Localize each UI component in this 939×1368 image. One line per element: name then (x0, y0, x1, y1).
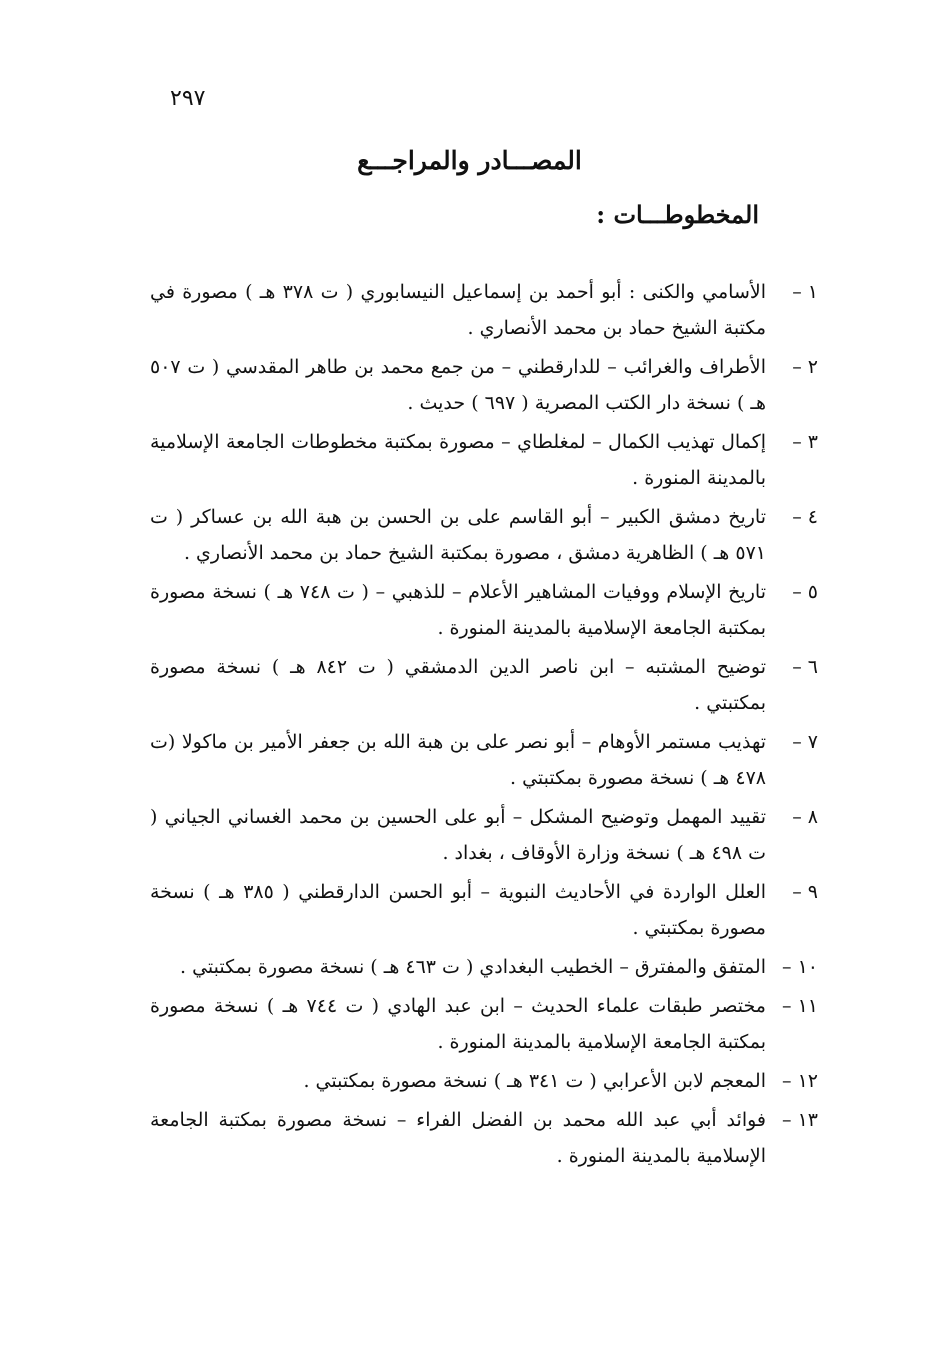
references-list (150, 274, 818, 1177)
entry-text: تهذيب مستمر الأوهام – أبو نصر على بن هبة الله بن جعفر الأمير بن ماكولا (ت ٤٧٨ هـ ) نسخة مصورة بمكتبتي . (150, 731, 766, 789)
entry-number: ٨ – (792, 806, 818, 828)
entry-number: ٦ – (792, 656, 818, 678)
entry-text: العلل الواردة في الأحاديث النبوية – أبو الحسن الدارقطني ( ٣٨٥ هـ ) نسخة مصورة بمكتبتي . (150, 881, 767, 939)
list-item (150, 1102, 818, 1174)
entry-text: المتفق والمفترق – الخطيب البغدادي ( ت ٤٦٣ هـ ) نسخة مصورة بمكتبتي . (180, 956, 766, 978)
list-item (150, 724, 818, 796)
entry-text: إكمال تهذيب الكمال – لمغلطاي – مصورة بمكتبة مخطوطات الجامعة الإسلامية بالمدينة المنورة . (150, 431, 766, 489)
entry-number: ١٠ – (782, 956, 818, 978)
entry-number: ٥ – (792, 581, 818, 603)
entry-number: ٣ – (792, 431, 818, 453)
list-item (150, 1063, 818, 1099)
list-item (150, 424, 818, 496)
page-number: ٢٩٧ (170, 86, 206, 111)
list-item (150, 799, 818, 871)
entry-number: ١٢ – (782, 1070, 818, 1092)
entry-text: فوائد أبي عبد الله محمد بن الفضل الفراء – نسخة مصورة بمكتبة الجامعة الإسلامية بالمدينة المنورة . (150, 1109, 766, 1167)
entry-text: توضيح المشتبه – ابن ناصر الدين الدمشقي ( ت ٨٤٢ هـ ) نسخة مصورة بمكتبتي . (150, 656, 766, 714)
entry-number: ١ – (792, 281, 818, 303)
entry-text: الأسامي والكنى : أبو أحمد بن إسماعيل النيسابوري ( ت ٣٧٨ هـ ) مصورة في مكتبة الشيخ حماد بن محمد الأنصاري . (150, 281, 766, 339)
list-item (150, 949, 818, 985)
entry-text: تاريخ الإسلام ووفيات المشاهير الأعلام – للذهبي – ( ت ٧٤٨ هـ ) نسخة مصورة بمكتبة الجامعة الإسلامية بالمدينة المنورة . (150, 581, 766, 639)
list-item (150, 274, 818, 346)
entry-text: تقييد المهمل وتوضيح المشكل – أبو على الحسين بن محمد الغساني الجياني ( ت ٤٩٨ هـ ) نسخة وزارة الأوقاف ، بغداد . (150, 806, 766, 864)
list-item (150, 874, 818, 946)
entry-number: ١١ – (782, 995, 818, 1017)
entry-number: ٢ – (792, 356, 818, 378)
section-heading: المخطوطـــات : (596, 200, 759, 229)
list-item (150, 349, 818, 421)
entry-number: ١٣ – (782, 1109, 818, 1131)
entry-text: تاريخ دمشق الكبير – أبو القاسم على بن الحسن بن هبة الله بن عساكر ( ت ٥٧١ هـ ) الظاهرية دمشق ، مصورة بمكتبة الشيخ حماد بن محمد الأنصاري . (150, 506, 766, 564)
list-item (150, 988, 818, 1060)
list-item (150, 499, 818, 571)
entry-text: الأطراف والغرائب – للدارقطني – من جمع محمد بن طاهر المقدسي ( ت ٥٠٧ هـ ) نسخة دار الكتب المصرية ( ٦٩٧ ) حديث . (150, 356, 766, 414)
page-title: المصـــادر والمراجـــع (357, 146, 582, 175)
list-item (150, 574, 818, 646)
entry-text: المعجم لابن الأعرابي ( ت ٣٤١ هـ ) نسخة مصورة بمكتبتي . (303, 1070, 766, 1092)
entry-number: ٧ – (792, 731, 818, 753)
entry-text: مختصر طبقات علماء الحديث – ابن عبد الهادي ( ت ٧٤٤ هـ ) نسخة مصورة بمكتبة الجامعة الإسلامية بالمدينة المنورة . (150, 995, 766, 1053)
entry-number: ٩ – (792, 881, 818, 903)
entry-number: ٤ – (792, 506, 818, 528)
list-item (150, 649, 818, 721)
